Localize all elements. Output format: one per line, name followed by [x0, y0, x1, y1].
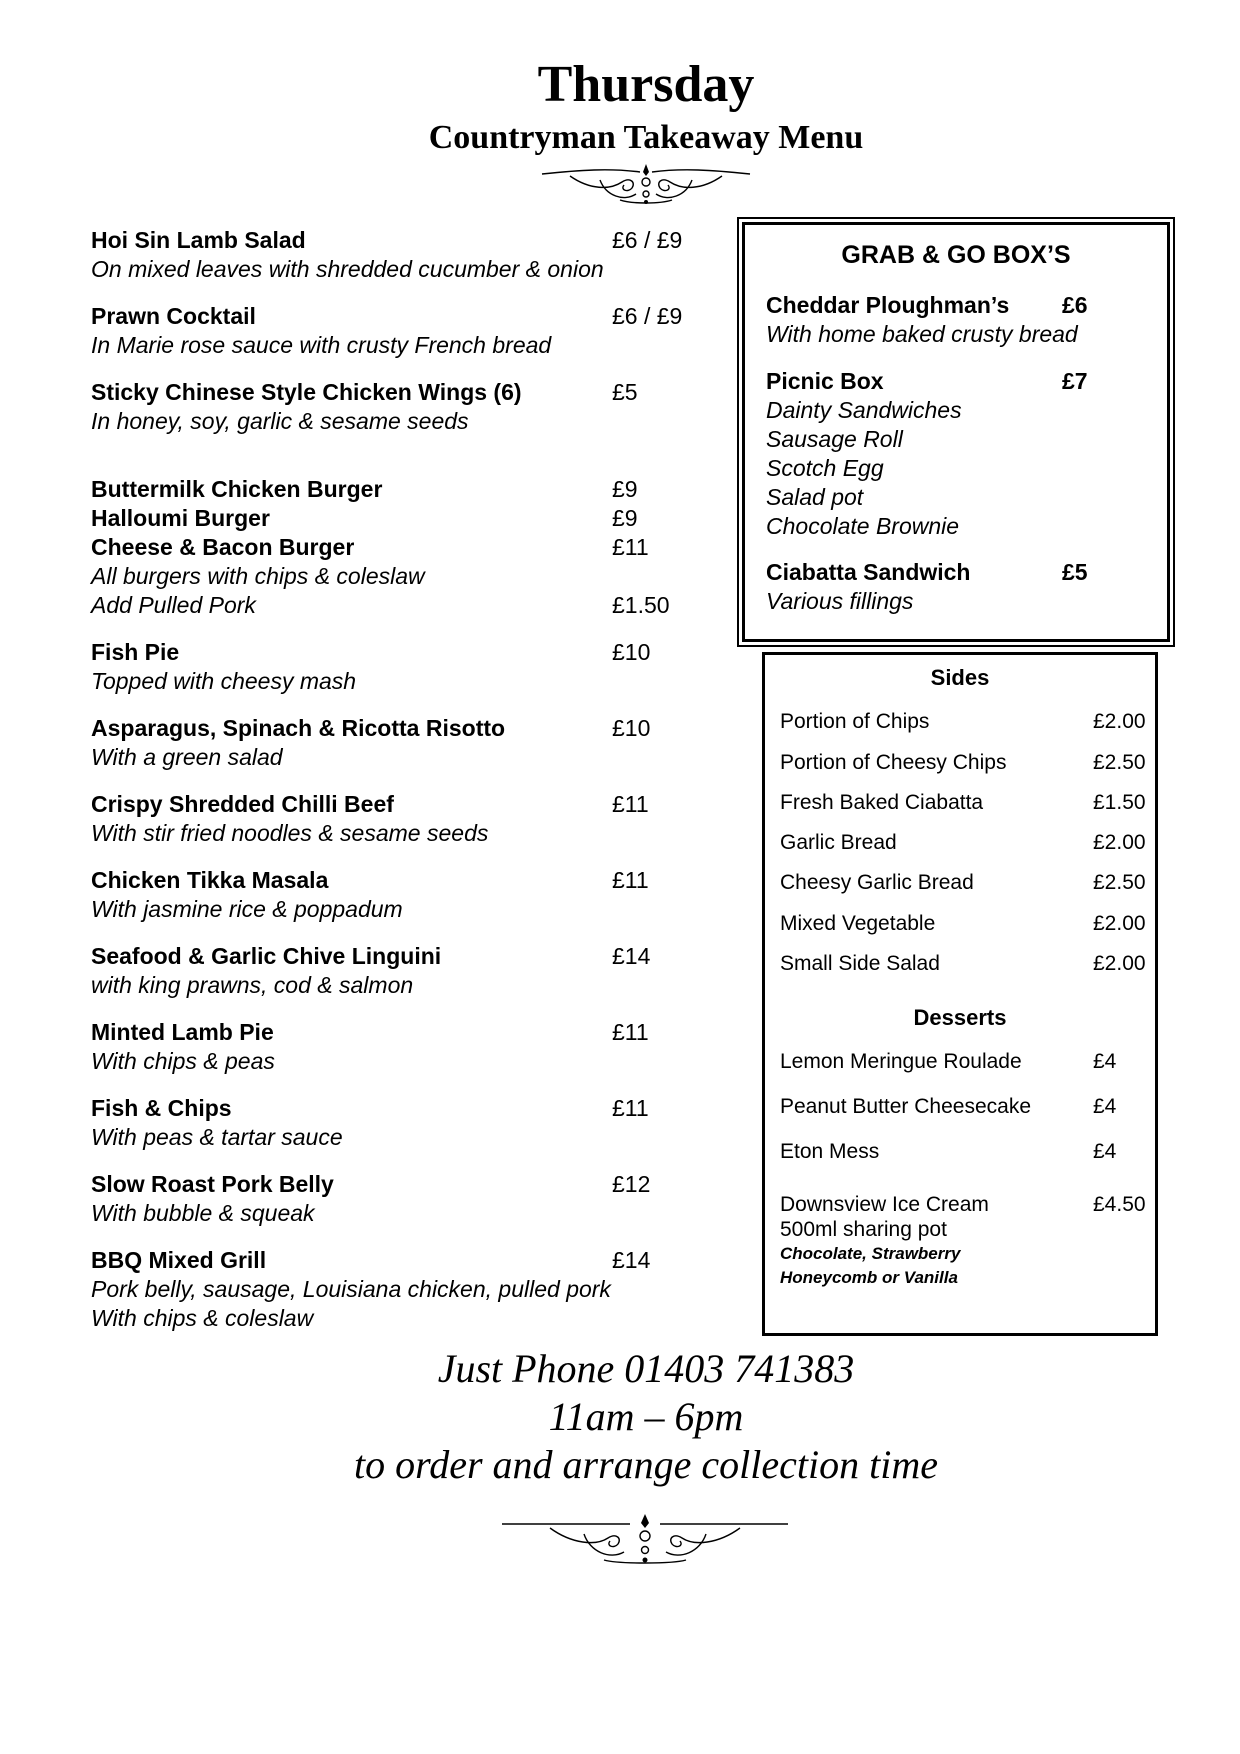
picnic-content: Salad pot: [766, 484, 864, 510]
dish-name: Seafood & Garlic Chive Linguini: [91, 943, 442, 969]
dish-price: £11: [612, 534, 649, 560]
main-menu: [91, 226, 711, 1333]
grab-item-price: £6: [1062, 292, 1088, 318]
ice-cream-name: Downsview Ice Cream: [780, 1193, 989, 1216]
dish-name: Asparagus, Spinach & Ricotta Risotto: [91, 715, 506, 741]
dish-name: Hoi Sin Lamb Salad: [91, 227, 306, 253]
menu-item: [91, 1170, 711, 1228]
dish-name: Prawn Cocktail: [91, 303, 256, 329]
grab-box-title: GRAB & GO BOX’S: [841, 241, 1071, 269]
grab-item-price: £7: [1062, 368, 1088, 394]
dessert-item: [780, 1192, 1146, 1290]
order-info: [0, 1345, 1240, 1489]
page-title: Thursday: [537, 56, 755, 113]
dish-name: Cheese & Bacon Burger: [91, 534, 355, 560]
ice-cream-price: £4.50: [1093, 1193, 1146, 1216]
side-item: Mixed Vegetable £2.00: [780, 912, 1146, 935]
dish-description: In honey, soy, garlic & sesame seeds: [91, 408, 469, 434]
dish-price: £6 / £9: [612, 227, 683, 253]
ice-cream-size: 500ml sharing pot: [780, 1218, 947, 1241]
side-item: Fresh Baked Ciabatta £1.50: [780, 791, 1146, 814]
dish-name: BBQ Mixed Grill: [91, 1247, 267, 1273]
side-item: Small Side Salad £2.00: [780, 952, 1146, 975]
burger-note: All burgers with chips & coleslaw: [91, 563, 425, 589]
grab-item-description: With home baked crusty bread: [766, 321, 1078, 347]
grab-item-name: Ciabatta Sandwich: [766, 559, 971, 585]
picnic-content: Dainty Sandwiches: [766, 397, 962, 423]
menu-item: [91, 714, 711, 772]
dish-price: £9: [612, 476, 638, 502]
dish-name: Slow Roast Pork Belly: [91, 1171, 334, 1197]
flourish-divider-icon: [500, 1514, 790, 1566]
dish-description: With chips & coleslaw: [91, 1305, 314, 1331]
menu-item: [91, 942, 711, 1000]
dish-price: £14: [612, 1247, 651, 1273]
dish-price: £11: [612, 1019, 649, 1045]
dish-name: Halloumi Burger: [91, 505, 270, 531]
sides-heading: Sides: [930, 665, 990, 690]
hours-line: 11am – 6pm: [548, 1394, 744, 1439]
dish-description: On mixed leaves with shredded cucumber & onion: [91, 256, 604, 282]
menu-item: [91, 302, 711, 360]
dessert-item: Eton Mess £4: [780, 1140, 1117, 1163]
dish-name: Minted Lamb Pie: [91, 1019, 274, 1045]
dish-price: £6 / £9: [612, 303, 683, 329]
side-item: Cheesy Garlic Bread £2.50: [780, 871, 1146, 894]
dish-description: With bubble & squeak: [91, 1200, 315, 1226]
grab-item: [766, 367, 1146, 541]
dish-price: £9: [612, 505, 638, 531]
burger-item: [91, 504, 711, 533]
grab-item: [766, 291, 1146, 349]
grab-item-description: Various fillings: [766, 588, 914, 614]
side-item: Portion of Cheesy Chips £2.50: [780, 751, 1146, 774]
menu-item: [91, 790, 711, 848]
dish-price: £11: [612, 791, 649, 817]
picnic-content: Chocolate Brownie: [766, 513, 960, 539]
dish-price: £10: [612, 639, 651, 665]
menu-item: [91, 1246, 711, 1333]
side-item: Portion of Chips £2.00: [780, 710, 1146, 733]
dish-price: £11: [612, 867, 649, 893]
grab-item-name: Picnic Box: [766, 368, 884, 394]
grab-and-go-box: [742, 222, 1170, 642]
side-item: Garlic Bread £2.00: [780, 831, 1146, 854]
desserts-heading: Desserts: [913, 1005, 1007, 1030]
picnic-content: Sausage Roll: [766, 426, 903, 452]
sides-desserts-box: [762, 652, 1158, 1336]
page-subtitle: Countryman Takeaway Menu: [428, 119, 864, 156]
dish-price: £11: [612, 1095, 649, 1121]
dish-name: Chicken Tikka Masala: [91, 867, 329, 893]
dish-description: With a green salad: [91, 744, 283, 770]
grab-item: [766, 558, 1146, 616]
addon-item: [91, 591, 711, 620]
grab-item-name: Cheddar Ploughman’s: [766, 292, 1010, 318]
picnic-content: Scotch Egg: [766, 455, 884, 481]
dish-name: Fish & Chips: [91, 1095, 232, 1121]
dish-name: Buttermilk Chicken Burger: [91, 476, 383, 502]
dessert-item: Lemon Meringue Roulade £4: [780, 1050, 1117, 1073]
ice-cream-flavours: Chocolate, Strawberry: [780, 1244, 961, 1263]
menu-item: [91, 226, 711, 284]
menu-item: [91, 866, 711, 924]
menu-item: [91, 1018, 711, 1076]
grab-item-price: £5: [1062, 559, 1088, 585]
dish-name: Crispy Shredded Chilli Beef: [91, 791, 394, 817]
dish-description: With stir fried noodles & sesame seeds: [91, 820, 489, 846]
dessert-item: Peanut Butter Cheesecake £4: [780, 1095, 1117, 1118]
dish-name: Fish Pie: [91, 639, 180, 665]
flourish-divider-icon: [540, 160, 752, 206]
collection-note: to order and arrange collection time: [354, 1442, 938, 1487]
dish-price: £12: [612, 1171, 651, 1197]
menu-item: [91, 638, 711, 696]
burger-item: [91, 533, 711, 562]
phone-line: Just Phone 01403 741383: [437, 1346, 855, 1391]
dish-name: Sticky Chinese Style Chicken Wings (6): [91, 379, 522, 405]
menu-item: [91, 378, 711, 436]
dish-description: With jasmine rice & poppadum: [91, 896, 403, 922]
dish-description: In Marie rose sauce with crusty French bread: [91, 332, 552, 358]
dish-description: With chips & peas: [91, 1048, 275, 1074]
dish-price: £5: [612, 379, 638, 405]
burger-item: [91, 475, 711, 504]
addon-price: £1.50: [612, 592, 670, 618]
dish-description: With peas & tartar sauce: [91, 1124, 343, 1150]
ice-cream-flavours: Honeycomb or Vanilla: [780, 1268, 958, 1287]
dish-price: £14: [612, 943, 651, 969]
dish-description: with king prawns, cod & salmon: [91, 972, 414, 998]
dish-description: Pork belly, sausage, Louisiana chicken, pulled pork: [91, 1276, 611, 1302]
addon-name: Add Pulled Pork: [91, 592, 256, 618]
dish-price: £10: [612, 715, 651, 741]
menu-item: [91, 1094, 711, 1152]
dish-description: Topped with cheesy mash: [91, 668, 357, 694]
